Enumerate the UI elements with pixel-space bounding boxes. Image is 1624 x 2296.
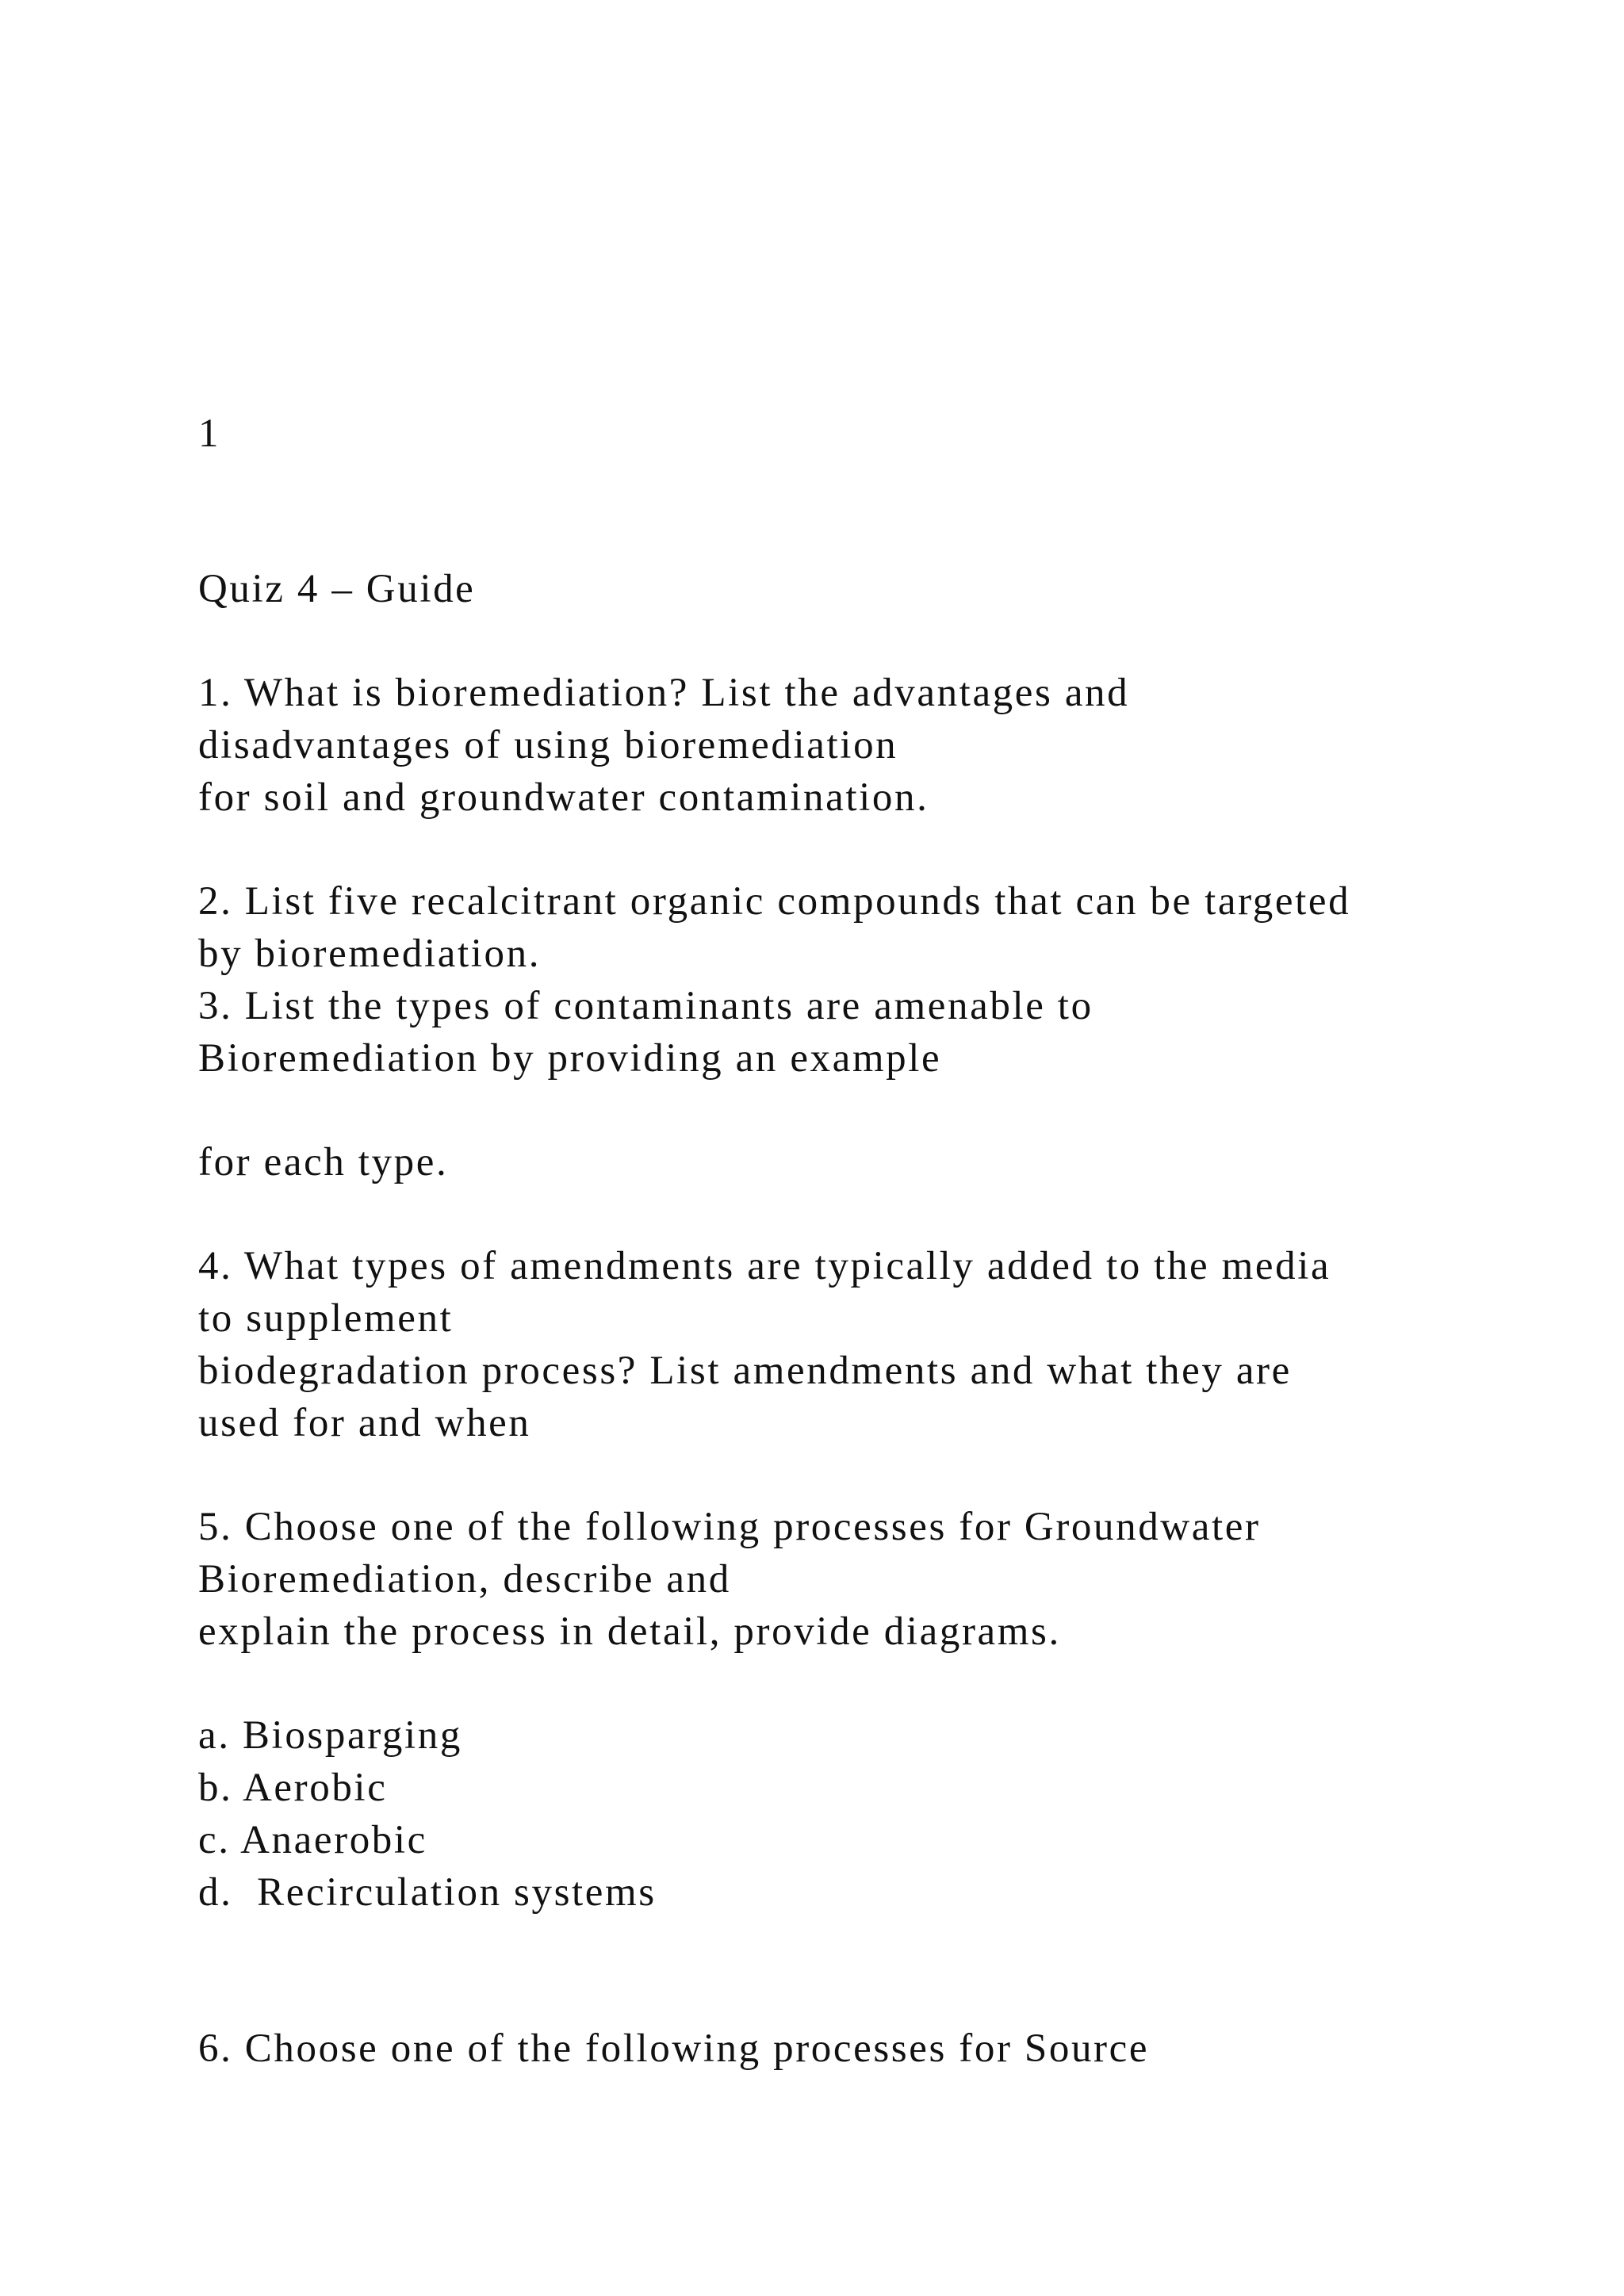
question-1-line-2: disadvantages of using bioremediation <box>198 723 898 767</box>
question-5-line-1: 5. Choose one of the following processes for Groundwater <box>198 1505 1261 1549</box>
question-5-line-3: explain the process in detail, provide diagrams. <box>198 1609 1061 1654</box>
option-b: b. Aerobic <box>198 1766 388 1810</box>
question-1-line-1: 1. What is bioremediation? List the advantages and <box>198 671 1130 715</box>
page-title: Quiz 4 – Guide <box>198 567 476 611</box>
question-2-line-2: by bioremediation. <box>198 932 542 976</box>
question-3-line-2: Bioremediation by providing an example <box>198 1036 942 1081</box>
question-6-line-1: 6. Choose one of the following processes for Source <box>198 2026 1150 2071</box>
option-d: d. Recirculation systems <box>198 1870 657 1915</box>
question-2-line-1: 2. List five recalcitrant organic compounds that can be targeted <box>198 879 1351 924</box>
option-c: c. Anaerobic <box>198 1818 427 1862</box>
question-3-line-1: 3. List the types of contaminants are amenable to <box>198 984 1094 1028</box>
question-4-line-1: 4. What types of amendments are typically added to the media <box>198 1244 1331 1288</box>
question-4-line-4: used for and when <box>198 1401 531 1445</box>
page-number: 1 <box>198 411 221 456</box>
question-5-line-2: Bioremediation, describe and <box>198 1557 731 1601</box>
option-a: a. Biosparging <box>198 1713 462 1758</box>
question-4-line-2: to supplement <box>198 1296 454 1341</box>
question-1-line-3: for soil and groundwater contamination. <box>198 775 929 820</box>
question-4-line-3: biodegradation process? List amendments and what they are <box>198 1349 1292 1393</box>
question-3-line-3: for each type. <box>198 1140 449 1184</box>
